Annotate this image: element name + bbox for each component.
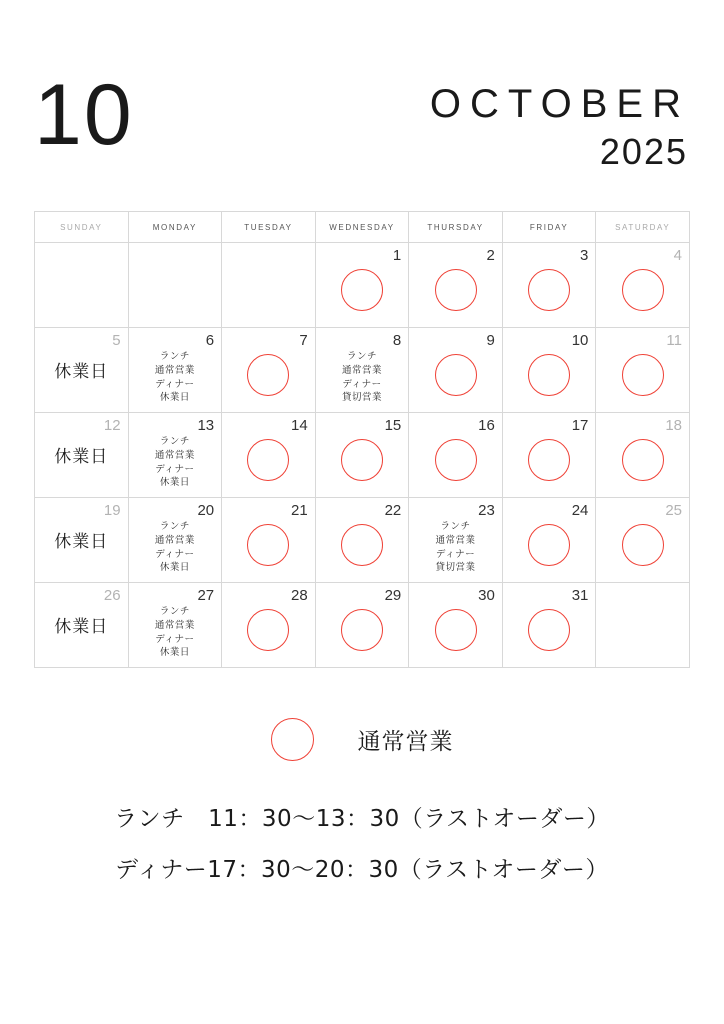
- day-number: 2: [486, 247, 495, 264]
- circle-icon: [528, 609, 570, 651]
- day-note-line: ディナー: [435, 548, 476, 560]
- circle-icon: [622, 439, 664, 481]
- calendar-day-cell[interactable]: [35, 328, 129, 413]
- day-note-line: 休業日: [159, 562, 190, 574]
- day-note-line: 通常営業: [154, 534, 195, 546]
- calendar-day-cell[interactable]: [315, 498, 409, 583]
- year-label: 2025: [599, 131, 688, 172]
- calendar-day-cell[interactable]: [596, 583, 690, 668]
- day-number: 21: [291, 502, 308, 519]
- day-number: 3: [580, 247, 589, 264]
- day-note-line: 通常営業: [154, 449, 195, 461]
- calendar-day-cell[interactable]: [315, 413, 409, 498]
- day-note-line: ランチ: [159, 351, 190, 362]
- calendar-day-cell[interactable]: [222, 328, 316, 413]
- page-header: [34, 67, 690, 192]
- day-note-line: ランチ: [440, 521, 471, 532]
- day-number: 1: [392, 247, 402, 264]
- day-note-line: 通常営業: [341, 364, 382, 376]
- calendar-day-cell[interactable]: [502, 413, 596, 498]
- day-number: 25: [665, 502, 682, 519]
- day-number: 19: [103, 502, 121, 519]
- calendar-day-cell[interactable]: [409, 583, 503, 668]
- day-number: 28: [291, 587, 308, 604]
- day-number: 8: [392, 332, 402, 349]
- day-note-line: 休業日: [159, 477, 190, 489]
- circle-icon: [341, 524, 383, 566]
- circle-icon: [341, 269, 383, 311]
- day-note-line: ランチ: [346, 351, 377, 362]
- day-number: 29: [384, 587, 402, 604]
- calendar-day-cell[interactable]: [409, 498, 503, 583]
- calendar-day-cell[interactable]: [596, 243, 690, 328]
- calendar-body: [35, 243, 690, 668]
- day-note-line: 貸切営業: [341, 392, 382, 404]
- calendar-day-cell[interactable]: [315, 243, 409, 328]
- day-note-line: ディナー: [155, 378, 195, 390]
- calendar-day-cell[interactable]: [502, 498, 596, 583]
- weekday-header-row: [35, 212, 690, 243]
- day-number: 7: [299, 332, 308, 349]
- day-number: 11: [666, 332, 682, 349]
- day-number: 13: [197, 417, 215, 434]
- weekday-header-thursday: THURSDAY: [409, 212, 503, 243]
- circle-icon: [622, 269, 664, 311]
- day-note-line: 通常営業: [435, 534, 476, 546]
- day-note-line: 休業日: [159, 392, 190, 404]
- calendar-day-cell[interactable]: [222, 583, 316, 668]
- calendar-day-cell[interactable]: [409, 243, 503, 328]
- day-note-line: 通常営業: [154, 364, 195, 376]
- circle-icon: [435, 354, 477, 396]
- day-number: 4: [673, 247, 682, 264]
- dinner-hours: ディナー17：30〜20：30（ラストオーダー）: [115, 857, 609, 883]
- circle-icon: [528, 439, 570, 481]
- calendar-day-cell[interactable]: [596, 498, 690, 583]
- weekday-header-sunday: SUNDAY: [35, 212, 129, 243]
- day-notes: [129, 435, 222, 490]
- day-note-line: ディナー: [155, 633, 195, 645]
- day-number: 6: [205, 332, 215, 349]
- calendar-day-cell[interactable]: [128, 583, 222, 668]
- day-number: 15: [384, 417, 402, 434]
- weekday-header-wednesday: WEDNESDAY: [315, 212, 409, 243]
- day-notes: [129, 350, 222, 405]
- circle-icon: [341, 609, 383, 651]
- circle-icon: [435, 609, 477, 651]
- calendar-week-row: [35, 243, 690, 328]
- circle-icon: [247, 439, 289, 481]
- closed-label: 休業日: [54, 447, 109, 467]
- calendar-week-row: [35, 583, 690, 668]
- calendar-day-cell[interactable]: [409, 413, 503, 498]
- day-number: 24: [571, 502, 589, 519]
- day-number: 5: [112, 332, 121, 349]
- day-note-line: ディナー: [155, 548, 195, 560]
- calendar-day-cell[interactable]: [502, 243, 596, 328]
- day-number: 27: [197, 587, 215, 604]
- calendar-day-cell[interactable]: [35, 413, 129, 498]
- calendar-day-cell[interactable]: [128, 498, 222, 583]
- month-number: 10: [34, 67, 134, 163]
- day-number: 10: [571, 332, 589, 349]
- calendar-week-row: [35, 413, 690, 498]
- calendar-day-cell[interactable]: [222, 413, 316, 498]
- day-notes: [409, 520, 502, 575]
- day-number: 22: [384, 502, 402, 519]
- calendar-day-cell[interactable]: [35, 243, 129, 328]
- day-note-line: 貸切営業: [435, 562, 476, 574]
- day-note-line: ランチ: [159, 436, 190, 447]
- weekday-header-friday: FRIDAY: [502, 212, 596, 243]
- day-number: 23: [478, 502, 495, 519]
- closed-label: 休業日: [54, 362, 109, 382]
- calendar-day-cell[interactable]: [128, 413, 222, 498]
- circle-icon: [435, 439, 477, 481]
- circle-icon: [247, 609, 289, 651]
- day-note-line: 休業日: [159, 647, 190, 659]
- business-hours: [0, 800, 724, 902]
- circle-icon: [247, 354, 289, 396]
- weekday-header-saturday: SATURDAY: [596, 212, 690, 243]
- day-notes: [129, 520, 222, 575]
- calendar-day-cell[interactable]: [222, 243, 316, 328]
- day-number: 14: [291, 417, 308, 434]
- day-number: 30: [478, 587, 495, 604]
- calendar-day-cell[interactable]: [502, 583, 596, 668]
- day-note-line: ディナー: [342, 378, 382, 390]
- month-name: OCTOBER: [429, 82, 690, 126]
- calendar-day-cell[interactable]: [409, 328, 503, 413]
- day-number: 12: [103, 417, 121, 434]
- calendar-day-cell[interactable]: [128, 328, 222, 413]
- calendar-day-cell[interactable]: [222, 498, 316, 583]
- day-number: 20: [197, 502, 215, 519]
- day-notes: [316, 350, 409, 405]
- day-number: 18: [665, 417, 682, 434]
- circle-icon: [528, 354, 570, 396]
- day-notes: [129, 605, 222, 660]
- circle-icon: [271, 718, 314, 761]
- day-number: 17: [571, 417, 589, 434]
- day-number: 26: [103, 587, 121, 604]
- calendar-week-row: [35, 328, 690, 413]
- circle-icon: [528, 269, 570, 311]
- calendar-grid: [34, 211, 690, 668]
- day-number: 9: [486, 332, 495, 349]
- closed-label: 休業日: [54, 617, 109, 637]
- calendar-day-cell[interactable]: [596, 413, 690, 498]
- day-note-line: 通常営業: [154, 619, 195, 631]
- day-number: 16: [478, 417, 495, 434]
- circle-icon: [622, 354, 664, 396]
- circle-icon: [622, 524, 664, 566]
- calendar-day-cell[interactable]: [502, 328, 596, 413]
- weekday-header-tuesday: TUESDAY: [222, 212, 316, 243]
- circle-icon: [528, 524, 570, 566]
- calendar-day-cell[interactable]: [35, 583, 129, 668]
- calendar-week-row: [35, 498, 690, 583]
- day-note-line: ランチ: [159, 606, 190, 617]
- day-note-line: ランチ: [159, 521, 190, 532]
- calendar-day-cell[interactable]: [315, 583, 409, 668]
- calendar-day-cell[interactable]: [315, 328, 409, 413]
- legend: [0, 718, 724, 761]
- circle-icon: [435, 269, 477, 311]
- closed-label: 休業日: [54, 532, 109, 552]
- circle-icon: [247, 524, 289, 566]
- day-note-line: ディナー: [155, 463, 195, 475]
- lunch-hours: ランチ 11：30〜13：30（ラストオーダー）: [114, 806, 610, 832]
- circle-icon: [341, 439, 383, 481]
- calendar-day-cell[interactable]: [35, 498, 129, 583]
- calendar-day-cell[interactable]: [128, 243, 222, 328]
- weekday-header-monday: MONDAY: [128, 212, 222, 243]
- calendar-day-cell[interactable]: [596, 328, 690, 413]
- day-number: 31: [571, 587, 589, 604]
- legend-label: 通常営業: [357, 729, 454, 755]
